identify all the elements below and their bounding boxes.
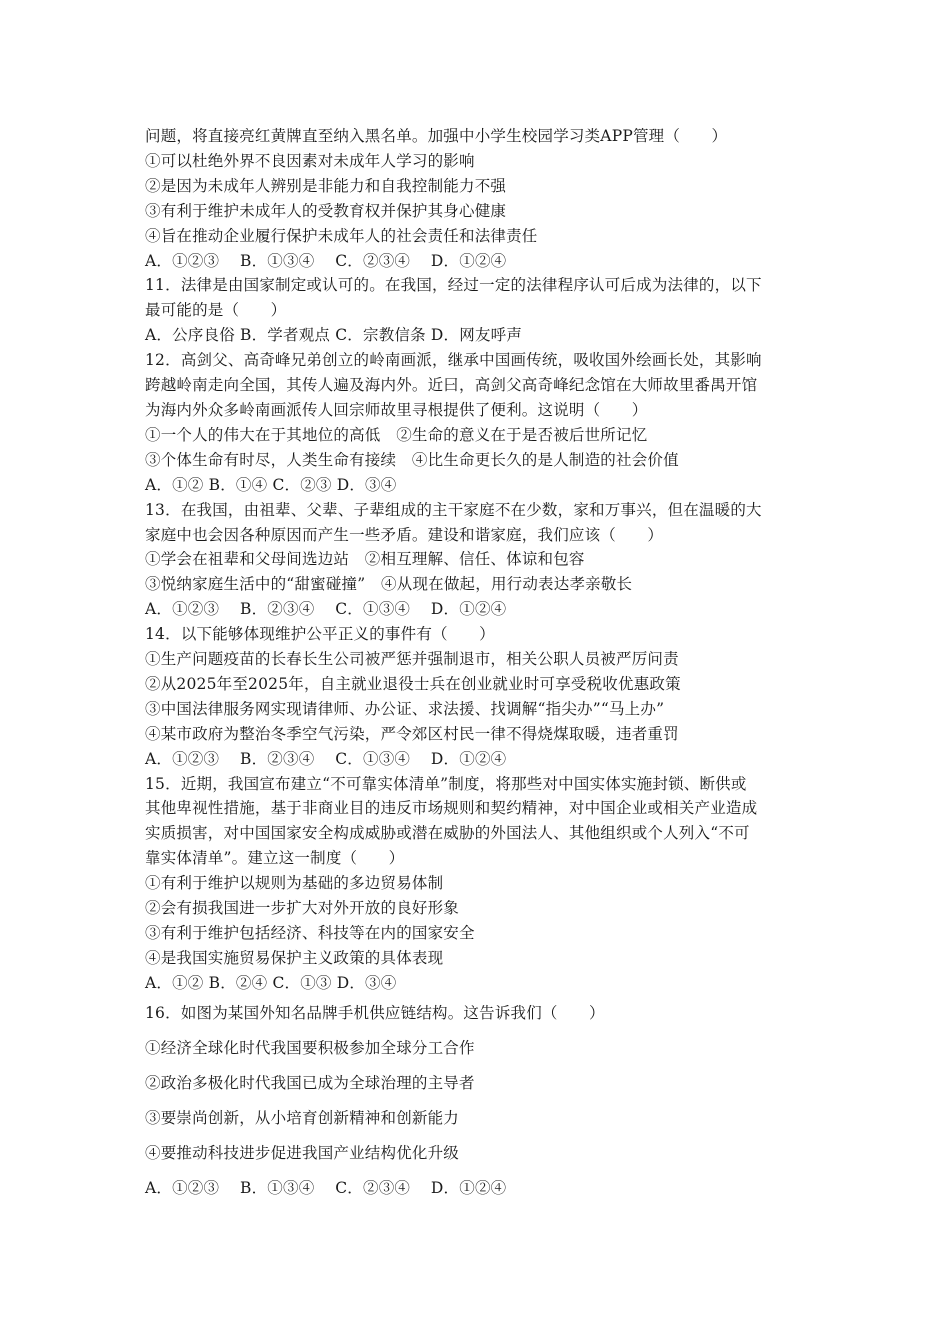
option-line: ②会有损我国进一步扩大对外开放的良好形象 bbox=[145, 899, 460, 918]
option-line: ①一个人的伟大在于其地位的高低 ②生命的意义在于是否被后世所记忆 bbox=[145, 425, 648, 444]
question-13: 13．在我国，由祖辈、父辈、子辈组成的主干家庭不在少数，家和万事兴，但在温暖的大 bbox=[145, 500, 762, 519]
option-line: ①可以杜绝外界不良因素对未成年人学习的影响 bbox=[145, 151, 475, 170]
text-line: 家庭中也会因各种原因而产生一些矛盾。建设和谐家庭，我们应该（ ） bbox=[145, 525, 664, 544]
text-line: 实质损害，对中国国家安全构成威胁或潜在威胁的外国法人、其他组织或个人列入“不可 bbox=[145, 824, 750, 843]
option-line: ①生产问题疫苗的长春长生公司被严惩并强制退市，相关公职人员被严厉问责 bbox=[145, 650, 679, 669]
option-line: ③个体生命有时尽，人类生命有接续 ④比生命更长久的是人制造的社会价值 bbox=[145, 450, 679, 469]
option-line: ③悦纳家庭生活中的“甜蜜碰撞” ④从现在做起，用行动表达孝亲敬长 bbox=[145, 575, 633, 594]
question-16: 16．如图为某国外知名品牌手机供应链结构。这告诉我们（ ） bbox=[145, 1003, 605, 1022]
question-15: 15．近期，我国宣布建立“不可靠实体清单”制度，将那些对中国实体实施封锁、断供或 bbox=[145, 774, 747, 793]
answer-choices: A．①②③ B．②③④ C．①③④ D．①②④ bbox=[145, 749, 507, 768]
answer-choices: A．①②③ B．①③④ C．②③④ D．①②④ bbox=[145, 1178, 507, 1197]
option-line: ①经济全球化时代我国要积极参加全球分工合作 bbox=[145, 1038, 475, 1057]
answer-choices: A．①② B．②④ C．①③ D．③④ bbox=[145, 973, 397, 992]
option-line: ②从2025年至2025年，自主就业退役士兵在创业就业时可享受税收优惠政策 bbox=[145, 674, 681, 693]
text-line: 其他卑视性措施，基于非商业目的违反市场规则和契约精神，对中国企业或相关产业造成 bbox=[145, 799, 758, 818]
option-line: ④要推动科技进步促进我国产业结构优化升级 bbox=[145, 1143, 460, 1162]
answer-choices: A．①② B．①④ C．②③ D．③④ bbox=[145, 475, 397, 494]
question-12: 12．高剑父、高奇峰兄弟创立的岭南画派，继承中国画传统，吸收国外绘画长处，其影响 bbox=[145, 351, 762, 370]
text-line: 靠实体清单”。建立这一制度（ ） bbox=[145, 849, 405, 868]
text-line: 最可能的是（ ） bbox=[145, 301, 287, 320]
option-line: ④旨在推动企业履行保护未成年人的社会责任和法律责任 bbox=[145, 226, 538, 245]
text-line: 为海内外众多岭南画派传人回宗师故里寻根提供了便利。这说明（ ） bbox=[145, 400, 648, 419]
answer-choices: A．①②③ B．②③④ C．①③④ D．①②④ bbox=[145, 600, 507, 619]
option-line: ①学会在祖辈和父母间选边站 ②相互理解、信任、体谅和包容 bbox=[145, 550, 585, 569]
option-line: ④某市政府为整治冬季空气污染，严令郊区村民一律不得烧煤取暖，违者重罚 bbox=[145, 724, 679, 743]
option-line: ③有利于维护包括经济、科技等在内的国家安全 bbox=[145, 924, 475, 942]
option-line: ③中国法律服务网实现请律师、办公证、求法援、找调解“指尖办”“马上办” bbox=[145, 699, 665, 718]
option-line: ②是因为未成年人辨别是非能力和自我控制能力不强 bbox=[145, 176, 507, 195]
exam-text bbox=[145, 124, 815, 1206]
option-line: ①有利于维护以规则为基础的多边贸易体制 bbox=[145, 874, 444, 893]
option-line: ②政治多极化时代我国已成为全球治理的主导者 bbox=[145, 1073, 475, 1092]
text-line: 跨越岭南走向全国，其传人遍及海内外。近曰，高剑父高奇峰纪念馆在大师故里番禺开馆 bbox=[145, 376, 758, 395]
option-line: ③要崇尚创新，从小培育创新精神和创新能力 bbox=[145, 1108, 460, 1127]
option-line: ③有利于维护未成年人的受教育权并保护其身心健康 bbox=[145, 201, 507, 220]
option-line: ④是我国实施贸易保护主义政策的具体表现 bbox=[145, 948, 444, 967]
answer-choices: A．①②③ B．①③④ C．②③④ D．①②④ bbox=[145, 251, 507, 270]
text-line: 问题，将直接亮红黄牌直至纳入黑名单。加强中小学生校园学习类APP管理（ ） bbox=[145, 127, 728, 145]
answer-choices: A．公序良俗 B．学者观点 C．宗教信条 D．网友呼声 bbox=[145, 326, 523, 345]
question-14: 14．以下能够体现维护公平正义的事件有（ ） bbox=[145, 625, 495, 644]
question-11: 11．法律是由国家制定或认可的。在我国，经过一定的法律程序认可后成为法律的，以下 bbox=[145, 276, 762, 295]
